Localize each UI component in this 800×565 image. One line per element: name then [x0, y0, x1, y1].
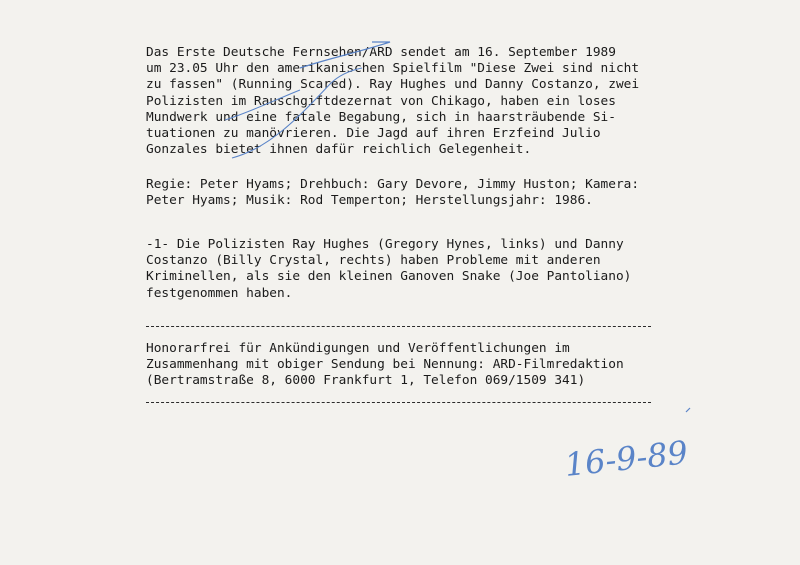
text-line: Polizisten im Rauschgiftdezernat von Chikago, haben ein loses [146, 93, 616, 109]
dashed-separator [146, 326, 651, 327]
text-line: Peter Hyams; Musik: Rod Temperton; Herstellungsjahr: 1986. [146, 193, 593, 209]
text-line: zu fassen" (Running Scared). Ray Hughes und Danny Costanzo, zwei [146, 77, 640, 93]
text-line: um 23.05 Uhr den amerikanischen Spielfilm "Diese Zwei sind nicht [146, 61, 640, 77]
credits-paragraph [146, 177, 639, 209]
text-line: Kriminellen, als sie den kleinen Ganoven Snake (Joe Pantoliano) [146, 269, 632, 285]
text-line: Costanzo (Billy Crystal, rechts) haben Probleme mit anderen [146, 253, 601, 269]
text-line: Mundwerk und eine fatale Begabung, sich in haarsträubende Si- [146, 109, 616, 125]
text-line: Zusammenhang mit obiger Sendung bei Nennung: ARD-Filmredaktion [146, 357, 624, 373]
text-line: tuationen zu manövrieren. Die Jagd auf ihren Erzfeind Julio [146, 126, 601, 142]
press-paragraph [146, 45, 639, 158]
photo-caption [146, 237, 631, 302]
text-line: festgenommen haben. [146, 285, 293, 301]
text-line: -1- Die Polizisten Ray Hughes (Gregory Hynes, links) und Danny [146, 237, 624, 252]
text-line: Das Erste Deutsche Fernsehen/ARD sendet am 16. September 1989 [146, 45, 616, 60]
text-line: Regie: Peter Hyams; Drehbuch: Gary Devore, Jimmy Huston; Kamera: [146, 177, 640, 192]
dashed-separator [146, 402, 651, 403]
text-line: Honorarfrei für Ankündigungen und Veröffentlichungen im [146, 341, 570, 356]
text-line: Gonzales bietet ihnen dafür reichlich Gelegenheit. [146, 142, 532, 158]
pen-tick [686, 408, 690, 412]
text-line: (Bertramstraße 8, 6000 Frankfurt 1, Telefon 069/1509 341) [146, 373, 586, 389]
handwritten-date: 16-9-89 [562, 433, 690, 484]
copyright-notice [146, 341, 624, 390]
